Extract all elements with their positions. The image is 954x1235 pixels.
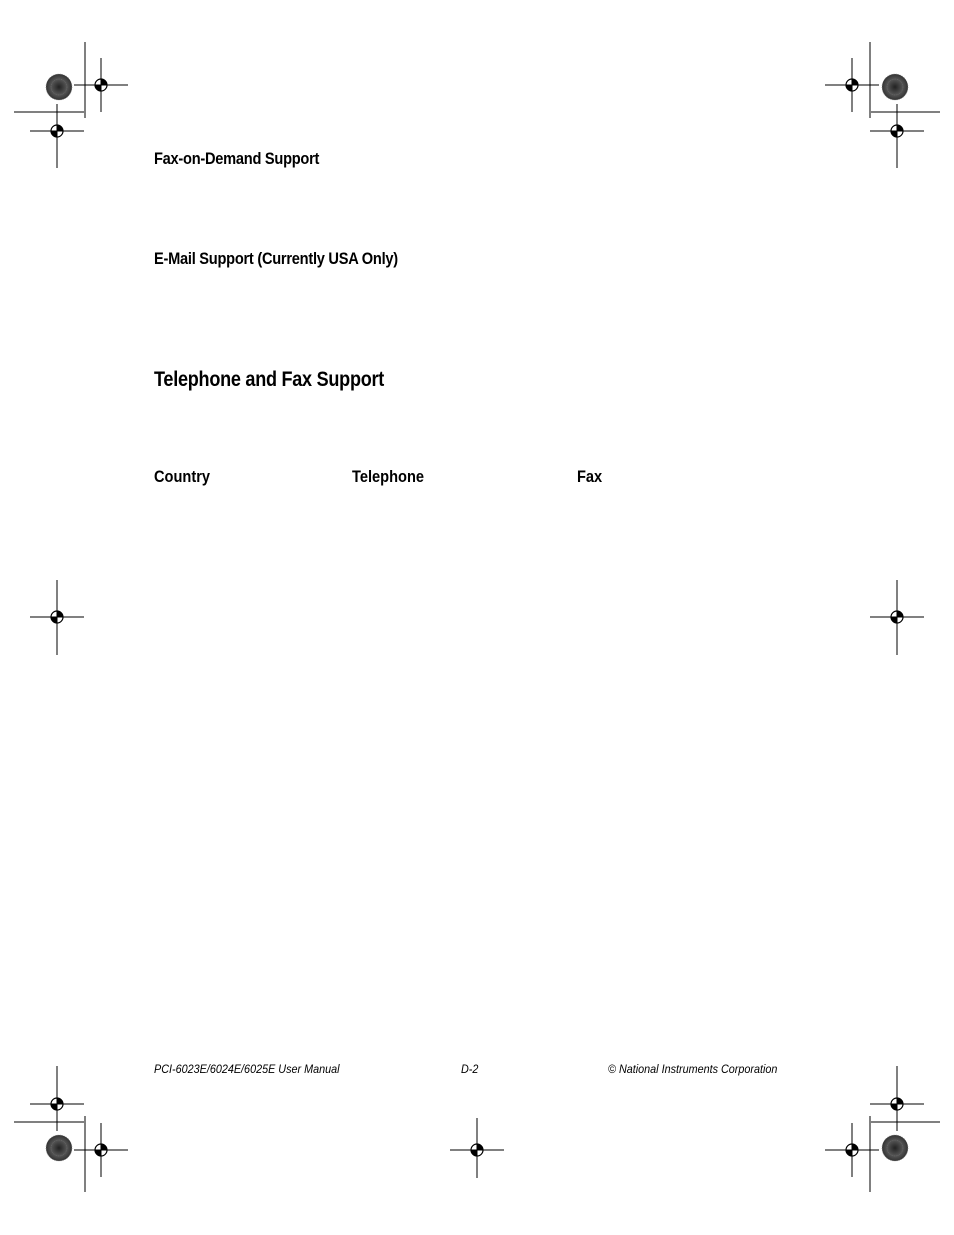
column-header-telephone: Telephone: [352, 467, 425, 486]
email-support-heading: E-Mail Support (Currently USA Only): [154, 249, 398, 268]
registration-target-icon: [825, 1123, 879, 1177]
registration-target-icon: [74, 1123, 128, 1177]
registration-target-icon: [825, 58, 879, 112]
telephone-fax-support-heading: Telephone and Fax Support: [154, 368, 385, 391]
registration-star-icon: [882, 1135, 908, 1161]
registration-target-icon: [74, 58, 128, 112]
fax-on-demand-heading: Fax-on-Demand Support: [154, 149, 320, 168]
footer-page-number: D-2: [461, 1062, 479, 1076]
registration-star-icon: [46, 1135, 72, 1161]
registration-star-icon: [882, 74, 908, 100]
footer-copyright: © National Instruments Corporation: [608, 1062, 778, 1076]
footer-manual-title: PCI-6023E/6024E/6025E User Manual: [154, 1062, 340, 1076]
column-header-fax: Fax: [577, 467, 603, 486]
registration-star-icon: [46, 74, 72, 100]
column-header-country: Country: [154, 467, 211, 486]
